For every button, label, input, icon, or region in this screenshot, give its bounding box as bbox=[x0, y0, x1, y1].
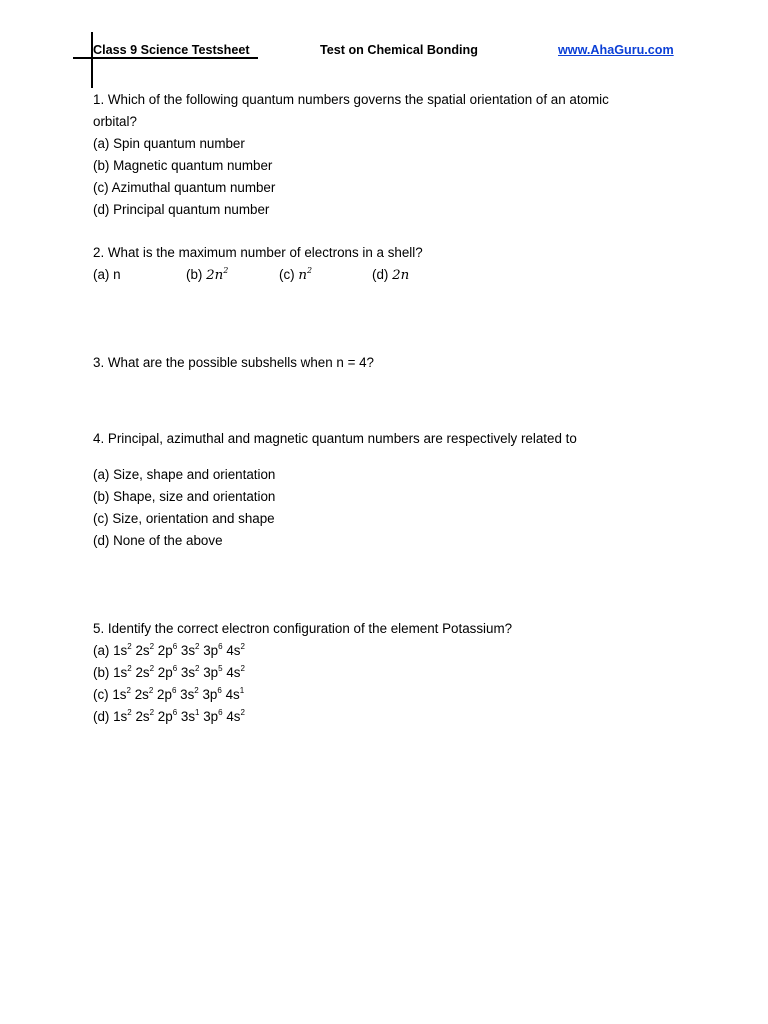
question-3-text: 3. What are the possible subshells when n = 4? bbox=[93, 355, 375, 370]
option-c-exponent: 2 bbox=[306, 266, 313, 275]
question-2 bbox=[93, 242, 693, 286]
orbital-exponent: 6 bbox=[172, 664, 178, 673]
question-1-option-b: (b) Magnetic quantum number bbox=[93, 158, 273, 173]
question-5-option-b bbox=[93, 662, 693, 684]
question-1-text-continued: orbital? bbox=[93, 114, 137, 129]
option-label: (c) bbox=[93, 687, 113, 702]
orbital-exponent: 2 bbox=[240, 664, 245, 673]
question-2-text: 2. What is the maximum number of electrons in a shell? bbox=[93, 245, 423, 260]
question-4-option-c: (c) Size, orientation and shape bbox=[93, 511, 275, 526]
orbital-term: $4s^2$ bbox=[226, 708, 245, 724]
page-header bbox=[0, 42, 768, 62]
orbital-exponent: 1 bbox=[195, 708, 200, 717]
option-b-math: 2n bbox=[206, 268, 224, 283]
question-5-option-c bbox=[93, 684, 693, 706]
question-1-option-c: (c) Azimuthal quantum number bbox=[93, 180, 276, 195]
question-4-option-d: (d) None of the above bbox=[93, 533, 223, 548]
orbital-exponent: 2 bbox=[127, 708, 132, 717]
question-2-option-c bbox=[279, 264, 372, 286]
orbital-term: $2p^6$ bbox=[157, 664, 178, 680]
orbital-term: $2s^2$ bbox=[135, 708, 155, 724]
question-4 bbox=[93, 428, 693, 552]
question-2-options bbox=[93, 264, 693, 286]
option-c-label: (c) bbox=[279, 267, 295, 282]
orbital-exponent: 2 bbox=[127, 664, 132, 673]
orbital-exponent: 6 bbox=[218, 642, 223, 651]
option-c-math: n bbox=[298, 268, 307, 283]
orbital-exponent: 6 bbox=[172, 642, 178, 651]
orbital-term: $2s^2$ bbox=[135, 642, 155, 658]
orbital-exponent: 2 bbox=[195, 642, 200, 651]
orbital-term: $4s^2$ bbox=[226, 642, 245, 658]
question-4-option-b: (b) Shape, size and orientation bbox=[93, 489, 276, 504]
question-2-option-a bbox=[93, 264, 186, 286]
question-2-option-d bbox=[372, 264, 465, 286]
orbital-term: $1s^2$ bbox=[112, 686, 131, 702]
orbital-exponent: 6 bbox=[171, 686, 177, 695]
question-3 bbox=[93, 352, 693, 374]
orbital-exponent: 2 bbox=[240, 642, 245, 651]
orbital-term: $4s^2$ bbox=[226, 664, 245, 680]
orbital-exponent: 6 bbox=[218, 708, 223, 717]
orbital-exponent: 2 bbox=[149, 664, 155, 673]
question-2-option-b bbox=[186, 264, 279, 286]
orbital-exponent: 2 bbox=[149, 708, 155, 717]
orbital-term: $3s^2$ bbox=[180, 686, 199, 702]
question-4-text: 4. Principal, azimuthal and magnetic quantum numbers are respectively related to bbox=[93, 431, 577, 446]
orbital-exponent: 1 bbox=[239, 686, 245, 695]
orbital-exponent: 2 bbox=[127, 642, 132, 651]
option-b-exponent: 2 bbox=[223, 266, 229, 275]
orbital-term: $1s^2$ bbox=[113, 664, 132, 680]
orbital-term: $2p^6$ bbox=[157, 686, 177, 702]
option-d-math: 2n bbox=[392, 268, 410, 283]
orbital-term: $1s^2$ bbox=[113, 642, 132, 658]
question-5-text: 5. Identify the correct electron configuration of the element Potassium? bbox=[93, 621, 513, 636]
orbital-exponent: 2 bbox=[149, 642, 155, 651]
orbital-exponent: 5 bbox=[218, 664, 223, 673]
option-d-label: (d) bbox=[372, 267, 389, 282]
option-b-label: (b) bbox=[186, 267, 203, 282]
orbital-term: $4s^1$ bbox=[225, 686, 245, 702]
orbital-exponent: 6 bbox=[172, 708, 178, 717]
option-a-label: (a) n bbox=[93, 267, 121, 282]
question-1-option-d: (d) Principal quantum number bbox=[93, 202, 270, 217]
question-5-option-a bbox=[93, 640, 693, 662]
question-4-option-a: (a) Size, shape and orientation bbox=[93, 467, 276, 482]
orbital-term: $3p^5$ bbox=[203, 664, 223, 680]
orbital-term: $2p^6$ bbox=[157, 642, 178, 658]
orbital-term: $2p^6$ bbox=[157, 708, 178, 724]
orbital-exponent: 2 bbox=[240, 708, 245, 717]
option-label: (d) bbox=[93, 709, 114, 724]
orbital-term: $3s^2$ bbox=[180, 642, 200, 658]
orbital-exponent: 2 bbox=[195, 664, 200, 673]
question-5-option-d bbox=[93, 706, 693, 728]
header-test-title: Test on Chemical Bonding bbox=[320, 43, 478, 57]
option-label: (a) bbox=[93, 643, 114, 658]
header-class-title: Class 9 Science Testsheet bbox=[93, 43, 250, 57]
orbital-term: $2s^2$ bbox=[135, 664, 155, 680]
orbital-term: $3p^6$ bbox=[203, 642, 223, 658]
question-5 bbox=[93, 618, 693, 728]
question-1 bbox=[93, 89, 693, 221]
question-1-option-a: (a) Spin quantum number bbox=[93, 136, 245, 151]
question-1-text: 1. Which of the following quantum numbers governs the spatial orientation of an atomic bbox=[93, 92, 609, 107]
orbital-exponent: 2 bbox=[194, 686, 199, 695]
option-label: (b) bbox=[93, 665, 114, 680]
orbital-exponent: 2 bbox=[148, 686, 154, 695]
header-website-link[interactable]: www.AhaGuru.com bbox=[558, 43, 674, 57]
orbital-term: $3s^1$ bbox=[180, 708, 200, 724]
orbital-exponent: 2 bbox=[126, 686, 131, 695]
orbital-exponent: 6 bbox=[217, 686, 222, 695]
orbital-term: $3s^2$ bbox=[180, 664, 200, 680]
orbital-term: $3p^6$ bbox=[203, 708, 223, 724]
orbital-term: $2s^2$ bbox=[134, 686, 154, 702]
orbital-term: $1s^2$ bbox=[113, 708, 132, 724]
orbital-term: $3p^6$ bbox=[202, 686, 222, 702]
question-5-options bbox=[93, 640, 693, 728]
